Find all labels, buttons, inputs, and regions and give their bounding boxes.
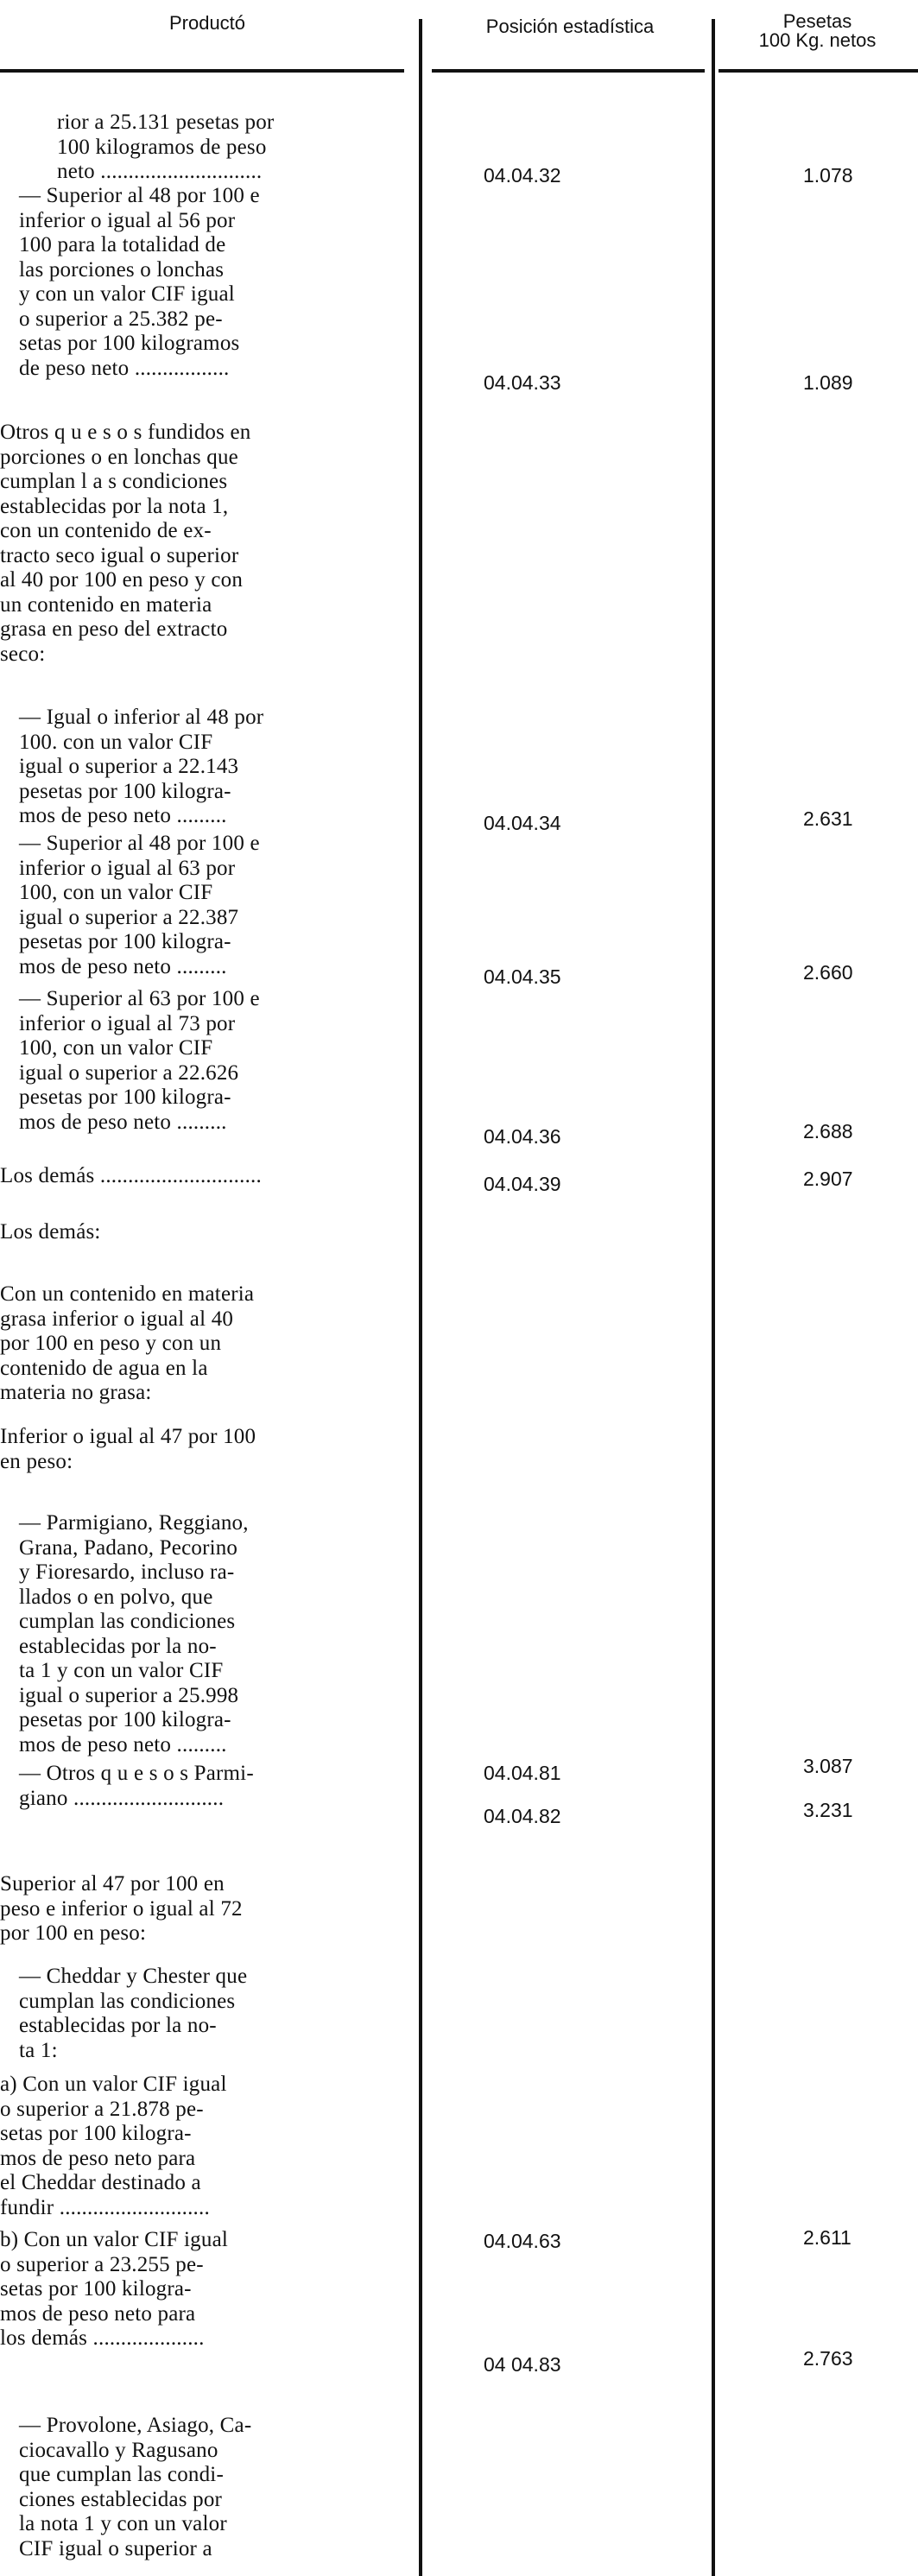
- header-rule-pesetas: [719, 69, 918, 73]
- row-description: a) Con un valor CIF igual o superior a 21.878 pe- setas por 100 kilogra- mos de peso neto para el Cheddar destinado a fundir ...........................: [0, 2073, 227, 2219]
- row-price: 2.631: [803, 807, 853, 830]
- row-price: 2.611: [803, 2226, 852, 2249]
- column-header-pesetas-line2: 100 Kg. netos: [758, 29, 877, 51]
- row-code: 04.04.32: [484, 164, 561, 187]
- row-description: Los demás:: [0, 1220, 101, 1244]
- column-divider-2: [712, 19, 715, 2576]
- row-description: — Provolone, Asiago, Ca- ciocavallo y Ragusano que cumplan las condi- ciones establecidas por la nota 1 y con un valor CIF igual o superior a: [19, 2414, 252, 2560]
- row-price: 3.231: [803, 1799, 853, 1821]
- row-description: — Igual o inferior al 48 por 100. con un valor CIF igual o superior a 22.143 pesetas por 100 kilogra- mos de peso neto .........: [19, 706, 264, 827]
- row-description: — Superior al 63 por 100 e inferior o igual al 73 por 100, con un valor CIF igual o superior a 22.626 pesetas por 100 kilogra- mos de peso neto .........: [19, 987, 260, 1134]
- row-code: 04.04.33: [484, 371, 561, 394]
- row-code: 04.04.39: [484, 1173, 561, 1195]
- row-description: — Parmigiano, Reggiano, Grana, Padano, Pecorino y Fioresardo, incluso ra- llados o en polvo, que cumplan las condiciones establecidas por la no- ta 1 y con un valor CIF igual o superior a 25.998 pesetas por 100 kilogra- mos de peso neto .........: [19, 1511, 249, 1756]
- row-description: — Otros q u e s o s Parmi- giano ...........................: [19, 1762, 254, 1810]
- row-code: 04.04.81: [484, 1762, 561, 1784]
- row-code: 04.04.82: [484, 1805, 561, 1827]
- row-description: Inferior o igual al 47 por 100 en peso:: [0, 1425, 256, 1473]
- column-header-product: Productó: [168, 12, 246, 34]
- header-rule-product: [0, 69, 404, 73]
- row-code: 04.04.34: [484, 812, 561, 834]
- row-price: 3.087: [803, 1755, 853, 1777]
- row-description: b) Con un valor CIF igual o superior a 23.255 pe- setas por 100 kilogra- mos de peso neto para los demás ....................: [0, 2228, 229, 2350]
- row-code: 04.04.35: [484, 965, 561, 988]
- row-code: 04.04.36: [484, 1125, 561, 1148]
- row-price: 2.763: [803, 2347, 853, 2370]
- row-description: Otros q u e s o s fundidos en porciones o en lonchas que cumplan l a s condiciones establecidas por la nota 1, con un contenido de ex- tracto seco igual o superior al 40 por 100 en peso y con un contenido en materia grasa en peso del extracto seco:: [0, 421, 251, 666]
- row-price: 2.907: [803, 1168, 853, 1190]
- column-divider-1: [419, 19, 422, 2576]
- row-price: 2.660: [803, 961, 853, 984]
- column-header-pesetas-line1: Pesetas: [782, 10, 852, 32]
- row-description: Con un contenido en materia grasa inferior o igual al 40 por 100 en peso y con un contenido de agua en la materia no grasa:: [0, 1282, 255, 1404]
- row-description: Los demás .............................: [0, 1164, 262, 1187]
- row-description: — Superior al 48 por 100 e inferior o igual al 56 por 100 para la totalidad de las porciones o lonchas y con un valor CIF igual o superior a 25.382 pe- setas por 100 kilogramos de peso neto .................: [19, 184, 260, 380]
- row-description: — Cheddar y Chester que cumplan las condiciones establecidas por la no- ta 1:: [19, 1965, 248, 2062]
- row-price: 1.078: [803, 164, 853, 187]
- row-description: rior a 25.131 pesetas por 100 kilogramos de peso neto .............................: [57, 111, 275, 183]
- row-description: — Superior al 48 por 100 e inferior o igual al 63 por 100, con un valor CIF igual o superior a 22.387 pesetas por 100 kilogra- mos de peso neto .........: [19, 832, 260, 978]
- row-code: 04.04.63: [484, 2230, 561, 2252]
- row-code: 04 04.83: [484, 2353, 561, 2376]
- row-description: Superior al 47 por 100 en peso e inferior o igual al 72 por 100 en peso:: [0, 1872, 243, 1945]
- row-price: 1.089: [803, 371, 853, 394]
- column-header-position: Posición estadística: [485, 16, 655, 37]
- row-price: 2.688: [803, 1120, 853, 1142]
- header-rule-position: [432, 69, 705, 73]
